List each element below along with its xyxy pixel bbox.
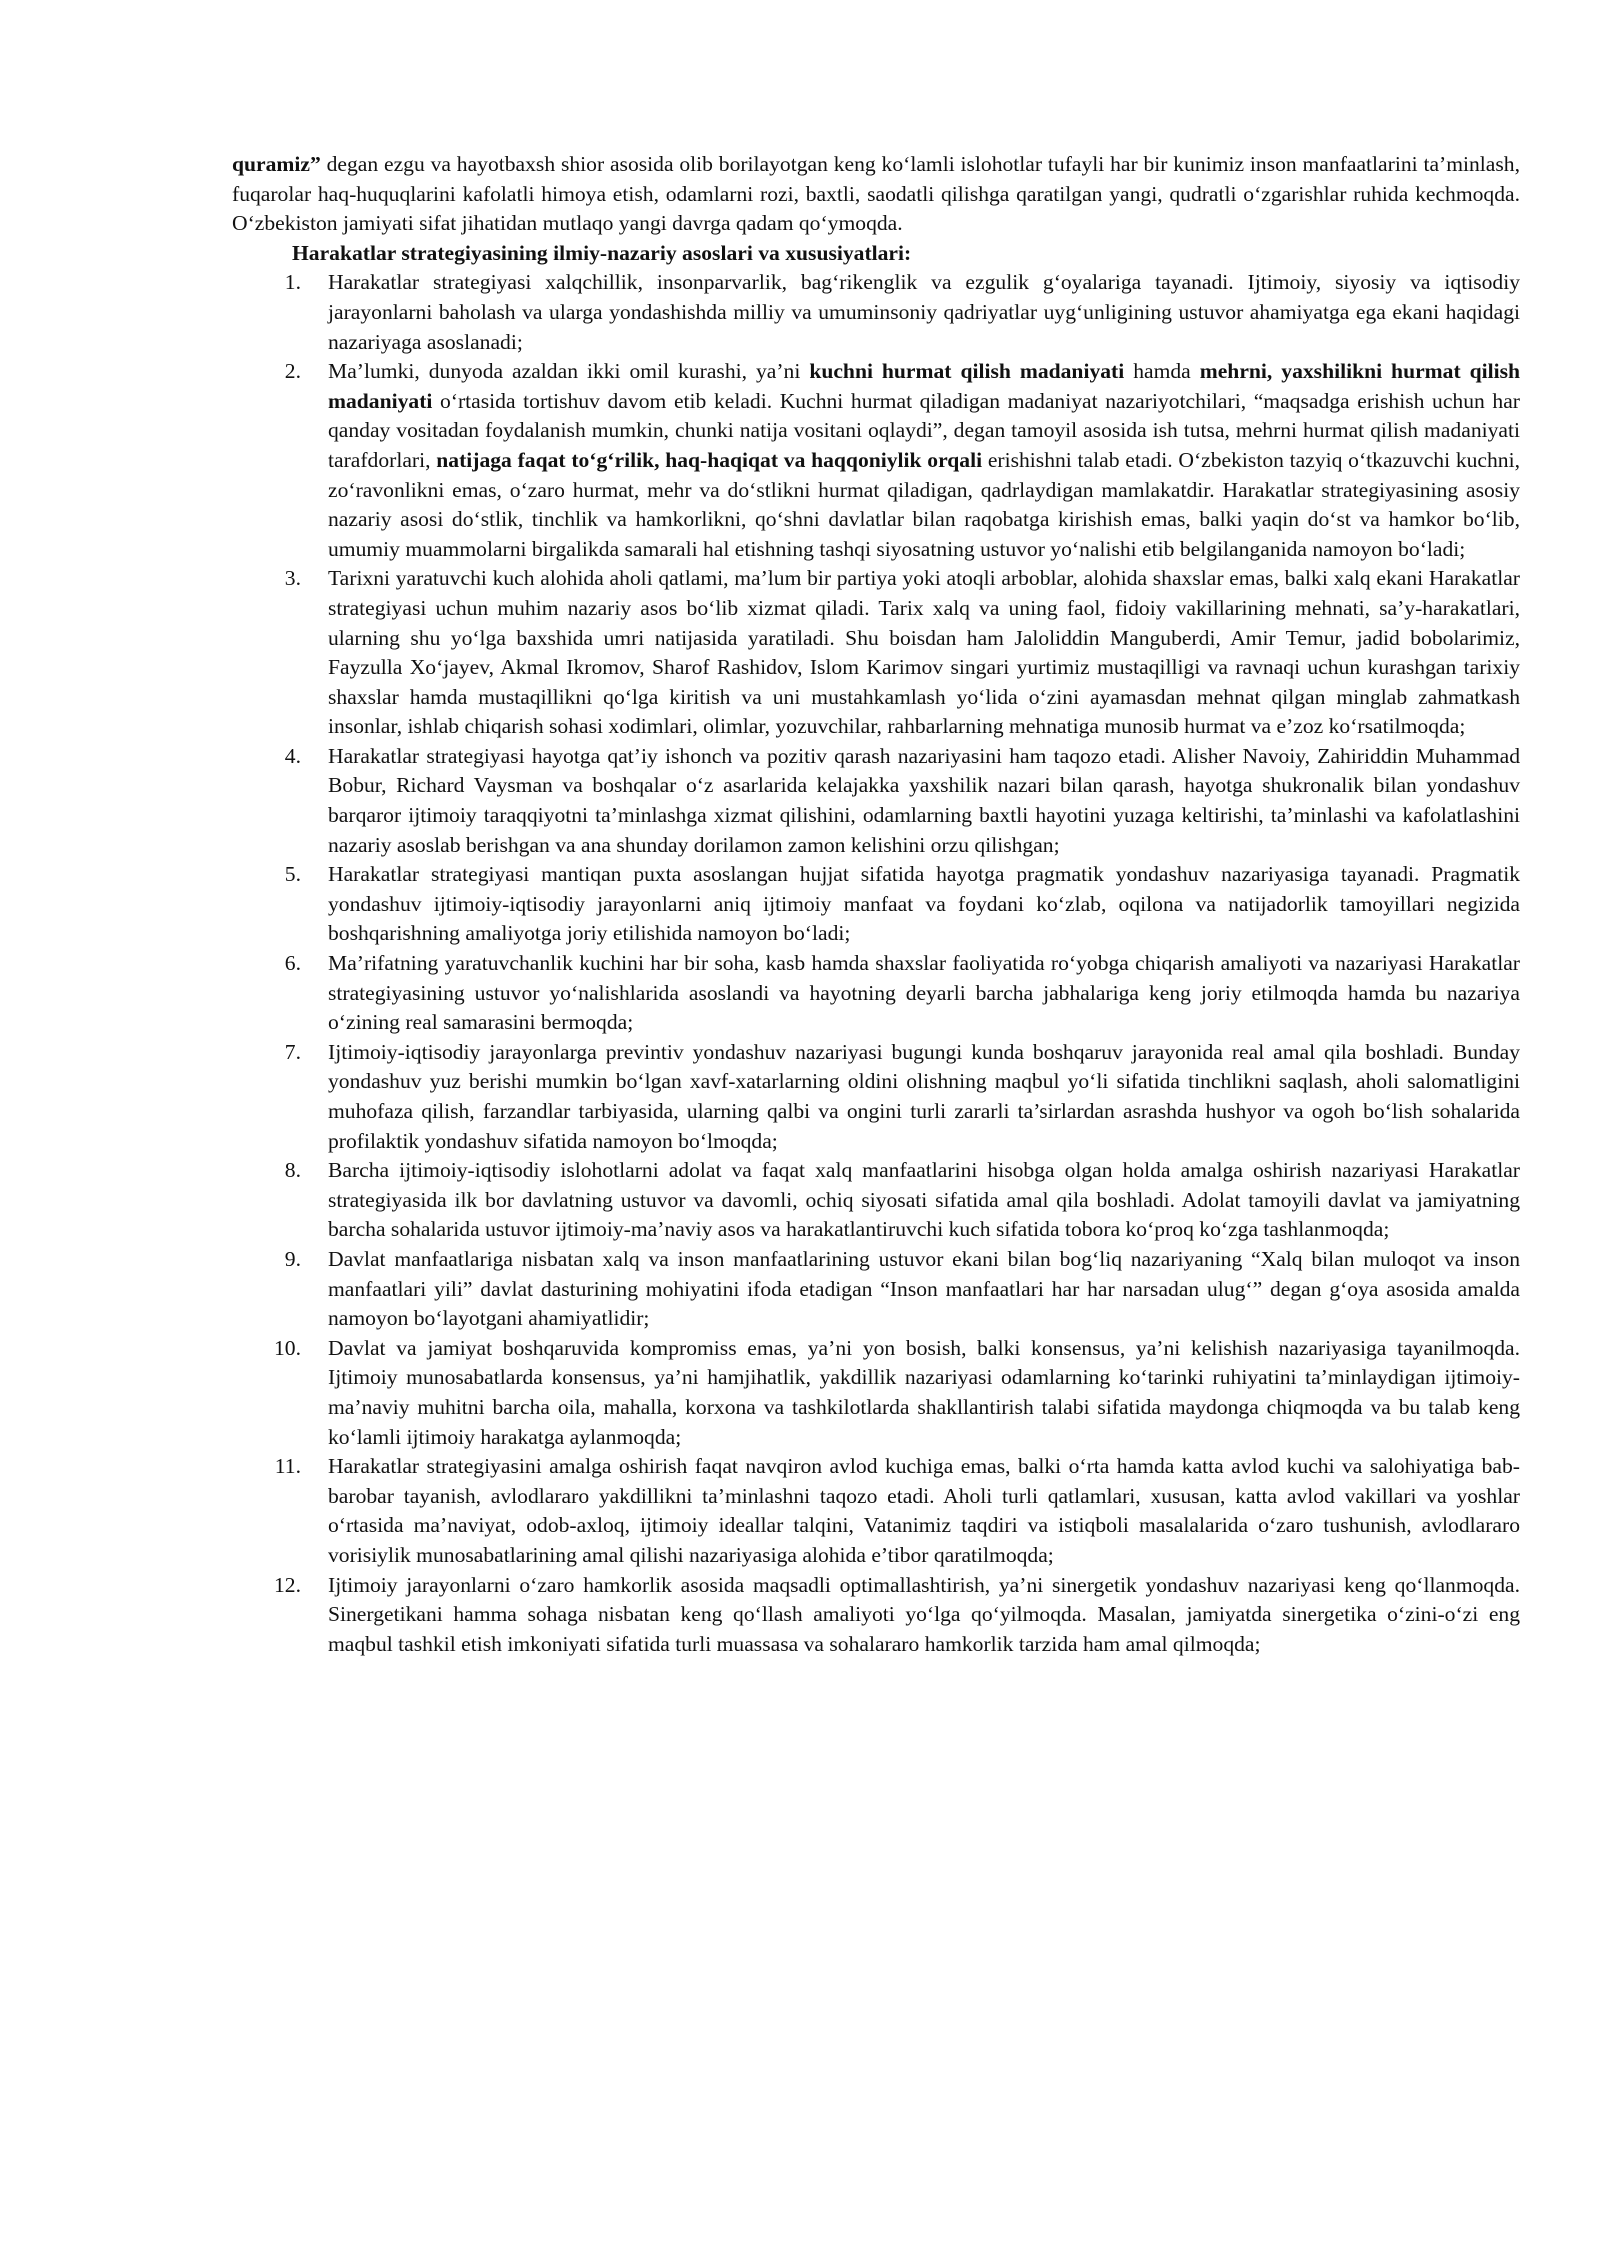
item-number: 10. — [274, 1335, 301, 1360]
item-text: erishishni talab etadi. O‘zbekiston tazyiq o‘tkazuvchi kuchni, zo‘ravonlikni emas, o‘zaro hurmat, mehr va do‘stlikni hurmat qiladigan, qadrlaydigan mamlakatdir. Harakatlar strategiyasining asosiy nazariy asosi do‘stlik, tinchlik va hamkorlikni, qo‘shni davlatlar bilan raqobatga kirishish emas, balki yaqin do‘st va hamkor bo‘lib, umumiy muammolarni birgalikda samarali hal etishning tashqi siyosatning ustuvor yo‘nalishi etib belgilanganida namoyon bo‘ladi; — [328, 447, 1520, 561]
list-item — [232, 1245, 1520, 1334]
numbered-list — [232, 268, 1520, 1659]
item-bold-text: kuchni hurmat qilish madaniyati — [809, 359, 1125, 384]
list-item — [232, 742, 1520, 860]
list-item — [232, 949, 1520, 1038]
section-heading: Harakatlar strategiyasining ilmiy-nazariy asoslari va xususiyatlari: — [292, 240, 912, 265]
list-item — [232, 1452, 1520, 1570]
item-text: Davlat va jamiyat boshqaruvida kompromiss emas, ya’ni yon bosish, balki konsensus, ya’ni kelishish nazariyasiga tayanilmoqda. Ijtimoiy munosabatlarda konsensus, ya’ni hamjihatlik, yakdillik nazariyasi odamlarning ko‘tarinki ruhiyatini ta’minlaydigan ijtimoiy-ma’naviy muhitni barcha oila, mahalla, korxona va tashkilotlarda shakllantirish talabi sifatida maydonga chiqmoqda va bu talab keng ko‘lamli ijtimoiy harakatga aylanmoqda; — [328, 1335, 1520, 1449]
item-text: hamda — [1124, 359, 1200, 384]
intro-bold: quramiz” — [232, 152, 321, 176]
list-item — [232, 1038, 1520, 1156]
item-number: 7. — [284, 1039, 301, 1064]
item-text: Tarixni yaratuvchi kuch alohida aholi qatlami, ma’lum bir partiya yoki atoqli arboblar, alohida shaxslar emas, balki xalq ekani Harakatlar strategiyasi uchun muhim nazariy asos bo‘lib xizmat qiladi. Tarix xalq va uning faol, fidoiy vakillarining mehnati, sa’y-harakatlari, ularning shu yo‘lga baxshida umri natijasida yaratiladi. Shu boisdan ham Jaloliddin Manguberdi, Amir Temur, jadid bobolarimiz, Fayzulla Xo‘jayev, Akmal Ikromov, Sharof Rashidov, Islom Karimov singari yurtimiz mustaqilligi va ravnaqi uchun kurashgan tarixiy shaxslar hamda mustaqillikni qo‘lga kiritish va uni mustahkamlash yo‘lida o‘zini ayamasdan mehnat qilgan minglab zahmatkash insonlar, ishlab chiqarish sohasi xodimlari, olimlar, yozuvchilar, rahbarlarning mehnatiga munosib hurmat va e’zoz ko‘rsatilmoqda; — [328, 566, 1520, 739]
item-text: Harakatlar strategiyasini amalga oshirish faqat navqiron avlod kuchiga emas, balki o‘rta hamda katta avlod kuchi va salohiyatiga bab-barobar tayanish, avlodlararo yakdillikni ta’minlashni taqozo etadi. Aholi turli qatlamlari, xususan, katta avlod vakillari va yoshlar o‘rtasida ma’naviyat, odob-axloq, ijtimoiy ideallar talqini, Vatanimiz taqdiri va istiqboli masalalarida o‘zaro tushunish, avlodlararo vorisiylik munosabatlarining amal qilishi nazariyasiga alohida e’tibor qaratilmoqda; — [328, 1454, 1520, 1567]
item-text: Ma’lumki, dunyoda azaldan ikki omil kurashi, ya’ni — [328, 359, 810, 384]
intro-paragraph — [232, 150, 1520, 239]
item-text: Ma’rifatning yaratuvchanlik kuchini har bir soha, kasb hamda shaxslar faoliyatida ro‘yobga chiqarish amaliyoti va nazariyasi Harakatlar strategiyasining ustuvor yo‘nalishlarida asoslandi va hayotning deyarli barcha jabhalariga keng joriy etilmoqda hamda bu nazariya o‘zining real samarasini bermoqda; — [328, 951, 1520, 1035]
item-bold-text: mehrni, yaxshilikni hurmat qilish madaniyati — [328, 359, 1521, 413]
item-number: 5. — [284, 862, 301, 887]
item-number: 3. — [284, 566, 301, 591]
item-text: Harakatlar strategiyasi hayotga qat’iy ishonch va pozitiv qarash nazariyasini ham taqozo etadi. Alisher Navoiy, Zahiriddin Muhammad Bobur, Richard Vaysman va boshqalar o‘z asarlarida kelajakka yaxshilik nazari bilan qarash, hayotga shukronalik bilan yondashuv barqaror ijtimoiy taraqqiyotni ta’minlashga xizmat qilishini, odamlarning baxtli hayotini yuzaga keltirishi, ta’minlashi va kafolatlashini nazariy asoslab berishgan va ana shunday dorilamon zamon kelishini orzu qilishgan; — [328, 743, 1520, 857]
item-number: 6. — [284, 951, 301, 976]
item-number: 12. — [274, 1572, 301, 1597]
item-bold-text: natijaga faqat to‘g‘rilik, haq-haqiqat va haqqoniylik orqali — [436, 447, 983, 472]
item-text: Davlat manfaatlariga nisbatan xalq va inson manfaatlarining ustuvor ekani bilan bog‘liq nazariyaning “Xalq bilan muloqot va inson manfaatlari yili” davlat dasturining mohiyatini ifoda etadigan “Inson manfaatlari har har narsadan ulug‘” degan g‘oya asosida amalda namoyon bo‘layotgani ahamiyatlidir; — [328, 1246, 1520, 1331]
document-page — [232, 150, 1520, 1659]
list-item — [232, 357, 1520, 564]
item-text: Ijtimoiy jarayonlarni o‘zaro hamkorlik asosida maqsadli optimallashtirish, ya’ni sinergetik yondashuv nazariyasi keng qo‘llanmoqda. Sinergetikani hamma sohaga nisbatan keng qo‘llash amaliyoti yo‘lga qo‘yilmoqda. Masalan, jamiyatda sinergetika o‘zini-o‘zi eng maqbul tashkil etish imkoniyati sifatida turli muassasa va sohalararo hamkorlik tarzida ham amal qilmoqda; — [328, 1572, 1520, 1656]
list-item — [232, 1334, 1520, 1452]
list-item — [232, 1571, 1520, 1660]
item-number: 2. — [284, 359, 301, 384]
item-number: 1. — [284, 270, 301, 295]
item-text: Harakatlar strategiyasi mantiqan puxta asoslangan hujjat sifatida hayotga pragmatik yondashuv nazariyasiga tayanadi. Pragmatik yondashuv ijtimoiy-iqtisodiy jarayonlarni aniq ijtimoiy manfaat va foydani ko‘zlab, oqilona va natijadorlik tamoyillari negizida boshqarishning amaliyotga joriy etilishida namoyon bo‘ladi; — [328, 862, 1520, 946]
item-text: Barcha ijtimoiy-iqtisodiy islohotlarni adolat va faqat xalq manfaatlarini hisobga olgan holda amalga oshirish nazariyasi Harakatlar strategiyasida ilk bor davlatning ustuvor va davomli, ochiq siyosati sifatida amal qila boshladi. Adolat tamoyili davlat va jamiyatning barcha sohalarida ustuvor ijtimoiy-ma’naviy asos va harakatlantiruvchi kuch sifatida tobora ko‘proq ko‘zga tashlanmoqda; — [328, 1158, 1520, 1242]
item-text: o‘rtasida tortishuv davom etib keladi. Kuchni hurmat qiladigan madaniyat nazariyotchilari, “maqsadga erishish uchun har qanday vositadan foydalanish mumkin, chunki natija vositani oqlaydi”, degan tamoyil asosida ish tutsa, mehrni hurmat qilish madaniyati tarafdorlari, — [328, 388, 1520, 472]
item-text: Harakatlar strategiyasi xalqchillik, insonparvarlik, bag‘rikenglik va ezgulik g‘oyalariga tayanadi. Ijtimoiy, siyosiy va iqtisodiy jarayonlarni baholash va ularga yondashishda milliy va umuminsoniy qadriyatlar uyg‘unligining ustuvor ahamiyatga ega ekani haqidagi nazariyaga asoslanadi; — [328, 270, 1520, 354]
intro-text: degan ezgu va hayotbaxsh shior asosida olib borilayotgan keng ko‘lamli islohotlar tufayli har bir kunimiz inson manfaatlarini ta’minlash, fuqarolar haq-huquqlarini kafolatli himoya etish, odamlarni rozi, baxtli, saodatli qilishga qaratilgan yangi, qudratli o‘zgarishlar ruhida kechmoqda. O‘zbekiston jamiyati sifat jihatidan mutlaqo yangi davrga qadam qo‘ymoqda. — [232, 152, 1520, 236]
item-number: 8. — [284, 1158, 301, 1183]
item-number: 9. — [284, 1246, 301, 1271]
list-item — [232, 564, 1520, 742]
item-number: 11. — [274, 1454, 301, 1479]
list-item — [232, 860, 1520, 949]
list-item — [232, 268, 1520, 357]
item-number: 4. — [284, 743, 301, 768]
list-item — [232, 1156, 1520, 1245]
item-text: Ijtimoiy-iqtisodiy jarayonlarga previntiv yondashuv nazariyasi bugungi kunda boshqaruv jarayonida real amal qila boshladi. Bunday yondashuv yuz berishi mumkin bo‘lgan xavf-xatarlarning oldini olishning maqbul yo‘li sifatida tinchlikni saqlash, aholi salomatligini muhofaza qilish, farzandlar tarbiyasida, ularning qalbi va ongini turli zararli ta’sirlardan asrashda hushyor va ogoh bo‘lish sohalarida profilaktik yondashuv sifatida namoyon bo‘lmoqda; — [328, 1039, 1520, 1153]
